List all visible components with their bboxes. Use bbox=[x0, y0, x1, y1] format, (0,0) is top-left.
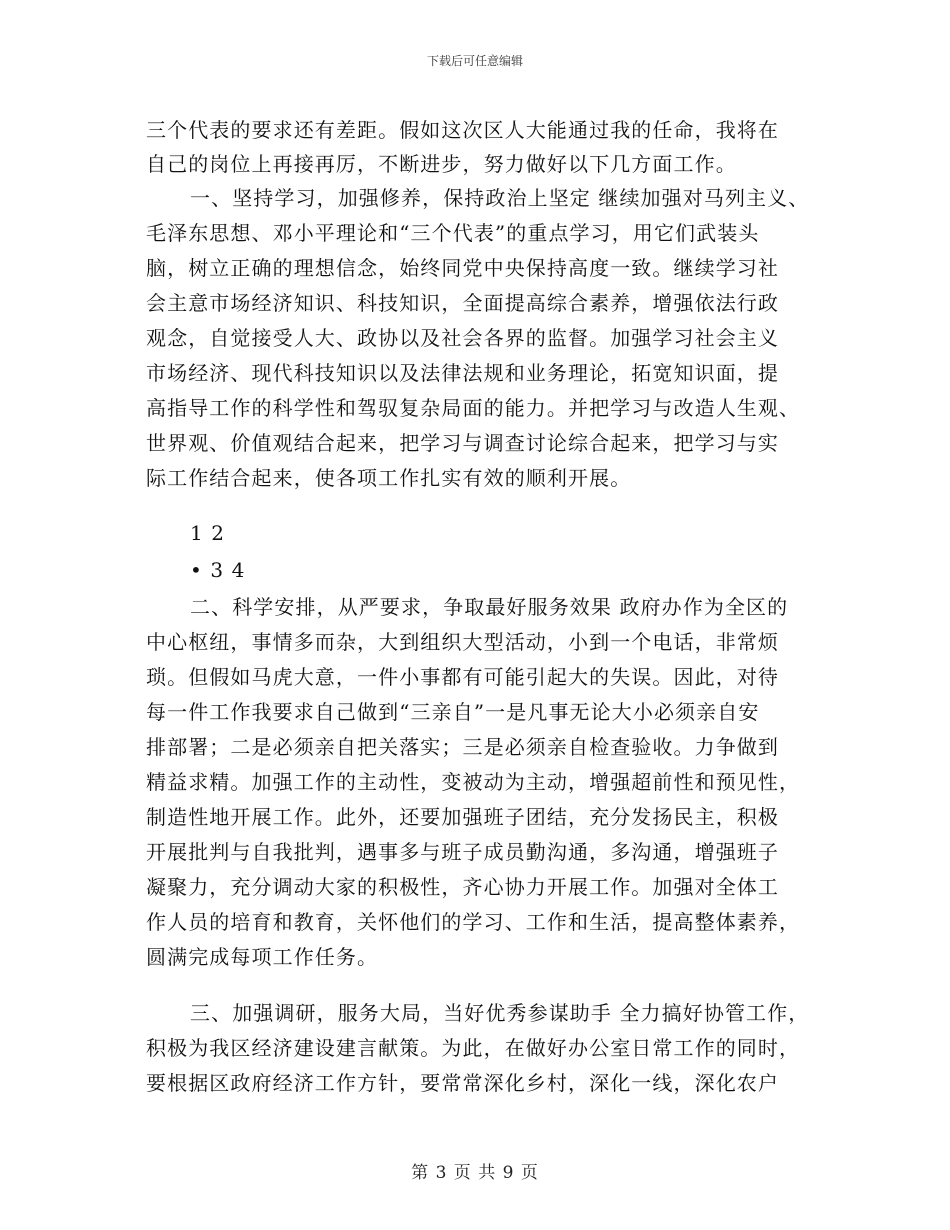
text-line: 作人员的培育和教育，关怀他们的学习、工作和生活，提高整体素养， bbox=[146, 910, 801, 934]
text-line: 高指导工作的科学性和驾驭复杂局面的能力。并把学习与改造人生观、 bbox=[146, 396, 801, 420]
text-line: 精益求精。加强工作的主动性，变被动为主动，增强超前性和预见性， bbox=[146, 770, 801, 794]
section-heading-line: 三、加强调研，服务大局，当好优秀参谋助手 全力搞好协管工作， bbox=[190, 1001, 810, 1025]
text-line: 积极为我区经济建设建言献策。为此，在做好办公室日常工作的同时， bbox=[146, 1036, 801, 1060]
page-marker-line: 1 2 bbox=[190, 521, 226, 545]
text-line: 脑，树立正确的理想信念，始终同党中央保持高度一致。继续学习社 bbox=[146, 256, 779, 280]
page-header: 下载后可任意编辑 bbox=[426, 54, 523, 68]
section-heading-line: 二、科学安排，从严要求，争取最好服务效果 政府办作为全区的 bbox=[190, 595, 789, 619]
text-line: 市场经济、现代科技知识以及法律法规和业务理论，拓宽知识面，提 bbox=[146, 361, 779, 385]
text-line: 自己的岗位上再接再厉，不断进步，努力做好以下几方面工作。 bbox=[146, 152, 737, 176]
text-line: 圆满完成每项工作任务。 bbox=[146, 945, 379, 969]
text-line: 际工作结合起来，使各项工作扎实有效的顺利开展。 bbox=[146, 466, 632, 490]
section-heading-line: 一、坚持学习，加强修养，保持政治上坚定 继续加强对马列主义、 bbox=[190, 186, 810, 210]
text-line: 每一件工作我要求自己做到“三亲自”一是凡事无论大小必须亲自安 bbox=[146, 700, 760, 724]
text-line: 会主意市场经济知识、科技知识，全面提高综合素养，增强依法行政 bbox=[146, 291, 779, 315]
text-line: 中心枢纽，事情多而杂，大到组织大型活动，小到一个电话，非常烦 bbox=[146, 630, 779, 654]
text-line: 毛泽东思想、邓小平理论和“三个代表”的重点学习，用它们武装头 bbox=[146, 221, 760, 245]
text-line: 开展批判与自我批判，遇事多与班子成员勤沟通，多沟通，增强班子 bbox=[146, 840, 779, 864]
text-line: 琐。但假如马虎大意，一件小事都有可能引起大的失误。因此，对待 bbox=[146, 665, 779, 689]
page-marker-line: • 3 4 bbox=[190, 558, 246, 582]
text-line: 凝聚力，充分调动大家的积极性，齐心协力开展工作。加强对全体工 bbox=[146, 875, 779, 899]
page-footer: 第 3 页 共 9 页 bbox=[411, 1163, 539, 1183]
text-line: 观念，自觉接受人大、政协以及社会各界的监督。加强学习社会主义 bbox=[146, 326, 779, 350]
text-line: 要根据区政府经济工作方针，要常常深化乡村，深化一线，深化农户 bbox=[146, 1071, 779, 1095]
text-line: 世界观、价值观结合起来，把学习与调查讨论综合起来，把学习与实 bbox=[146, 431, 779, 455]
text-line: 制造性地开展工作。此外，还要加强班子团结，充分发扬民主，积极 bbox=[146, 805, 779, 829]
text-line: 排部署；二是必须亲自把关落实；三是必须亲自检查验收。力争做到 bbox=[146, 735, 779, 759]
text-line: 三个代表的要求还有差距。假如这次区人大能通过我的任命，我将在 bbox=[146, 118, 779, 142]
